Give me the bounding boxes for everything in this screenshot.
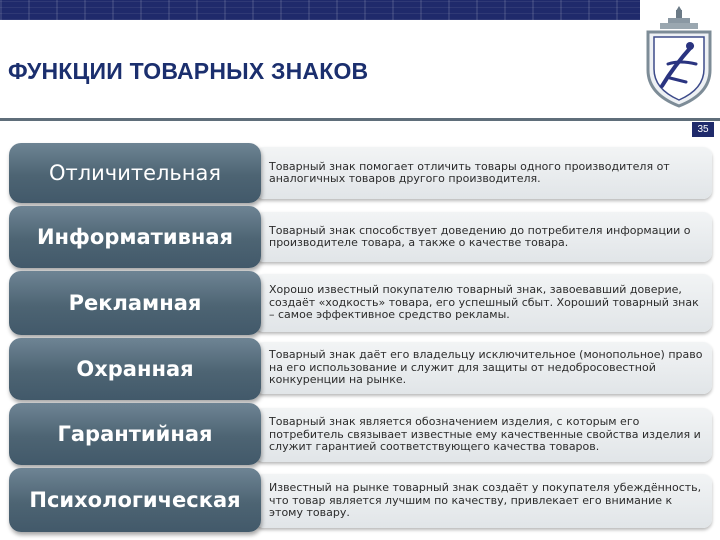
function-description: Товарный знак помогает отличить товары одного производителя от аналогичных товаров другого производителя. bbox=[255, 147, 712, 199]
function-description: Товарный знак является обозначением изделия, с которым его потребитель связывает известные ему качественные свойства изделия и служит гарантией соответствующего качества товаров. bbox=[255, 408, 712, 462]
function-description: Хорошо известный покупателю товарный знак, завоевавший доверие, создаёт «ходкость» товара, его успешный сбыт. Хороший товарный знак – самое эффективное средство рекламы. bbox=[255, 274, 712, 332]
function-label: Психологическая bbox=[9, 468, 261, 532]
function-label: Гарантийная bbox=[9, 403, 261, 465]
function-description: Товарный знак способствует доведению до потребителя информации о производителе товара, а также о качестве товара. bbox=[255, 212, 712, 262]
page-number: 35 bbox=[692, 122, 714, 137]
function-description: Известный на рынке товарный знак создаёт у покупателя убеждённость, что товар является лучшим по качеству, привлекает его внимание к этому товару. bbox=[255, 474, 712, 528]
function-label: Рекламная bbox=[9, 271, 261, 335]
function-label: Информативная bbox=[9, 206, 261, 268]
function-label: Отличительная bbox=[9, 143, 261, 203]
page-title: ФУНКЦИИ ТОВАРНЫХ ЗНАКОВ bbox=[8, 58, 369, 84]
function-label: Охранная bbox=[9, 338, 261, 400]
function-description: Товарный знак даёт его владельцу исключительное (монопольное) право на его использование и служит для защиты от недобросовестной конкуренции на рынке. bbox=[255, 342, 712, 394]
